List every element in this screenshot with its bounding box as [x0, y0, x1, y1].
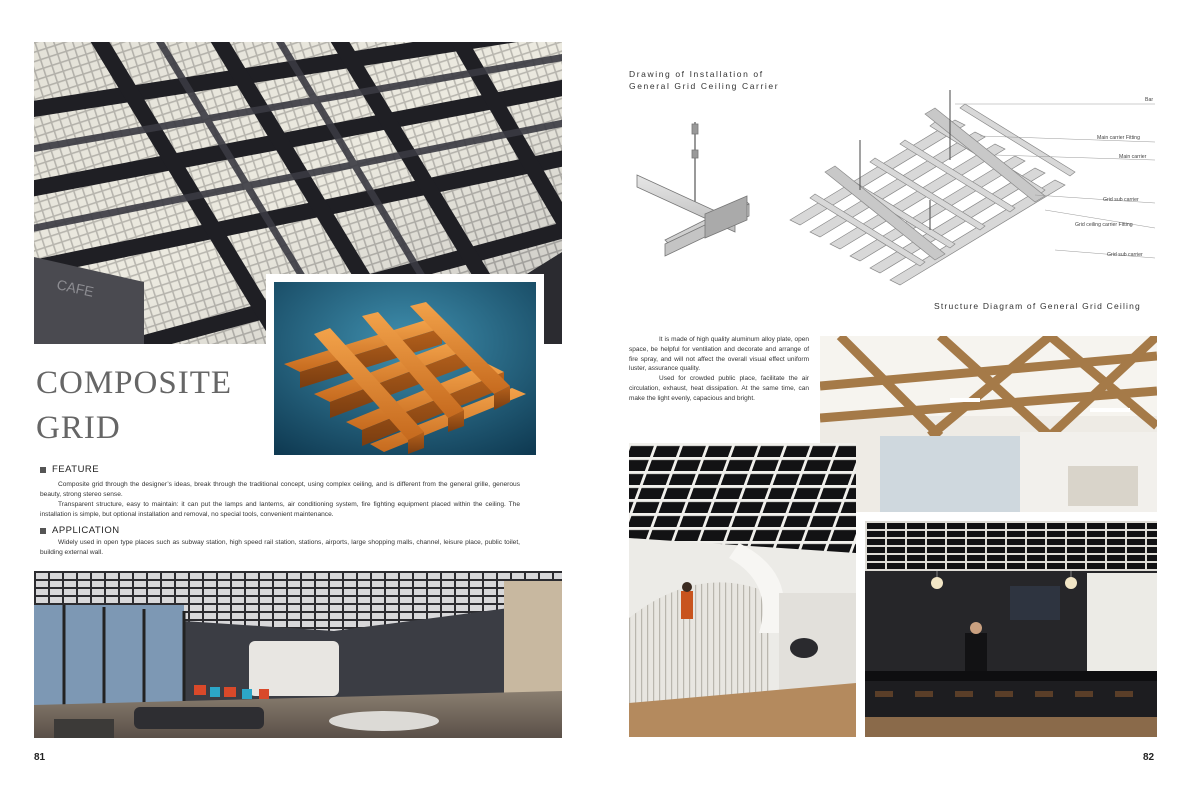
page-number-right: 82 [1143, 752, 1155, 763]
wooden-grid-product-photo [274, 282, 536, 455]
description-paragraph-1: It is made of high quality aluminum alloy plate, open space, be helpful for ventilation and decorate and arrange of fire spray, and will not affect the overall visual effect uniform luster, assurance quality. [629, 336, 809, 373]
callout-main-carrier: Main carrier [1119, 154, 1147, 160]
carrier-installation-detail [637, 122, 749, 256]
dark-dining-photo [865, 521, 1157, 737]
callout-main-carrier-fitting: Main carrier Fitting [1097, 135, 1140, 141]
square-bullet-icon [40, 528, 46, 534]
installation-drawing-title-line-2: General Grid Ceiling Carrier [629, 81, 780, 91]
feature-paragraph-1: Composite grid through the designer’s ideas, break through the traditional concept, using complex ceiling, and is different from the general grille, generous beauty, strong stereo sense. [40, 481, 520, 498]
feature-heading [40, 464, 99, 475]
square-bullet-icon [40, 467, 46, 473]
description-paragraph-2: Used for crowded public place, facilitate the air circulation, exhaust, heat dissipation. At the same time, can make the light evenly, capacious and bright. [629, 375, 809, 402]
callout-bar: Bar [1145, 97, 1154, 103]
feature-paragraph-2: Transparent structure, easy to maintain: it can put the lamps and lanterns, air conditioning system, fire fighting equipment placed within the ceiling. The installation is simple, but optional installation and removal, no special tools, convenient maintenance. [40, 501, 520, 518]
page-title-line-1: COMPOSITE [36, 365, 233, 401]
page-number-left: 81 [34, 752, 46, 763]
callout-grid-ceiling-carrier-fitting: Grid ceiling carrier Fitting [1075, 222, 1133, 228]
callout-grid-sub-carrier-2: Grid sub carrier [1107, 252, 1143, 258]
page-title-line-2: GRID [36, 410, 121, 446]
application-heading [40, 525, 120, 536]
spiral-stair-photo [629, 443, 856, 737]
grid-ceiling-isometric [790, 104, 1075, 285]
application-heading-label: APPLICATION [52, 525, 120, 536]
office-wood-grid-photo [820, 336, 1157, 512]
callout-grid-sub-carrier: Grid sub carrier [1103, 197, 1139, 203]
application-paragraph: Widely used in open type places such as subway station, high speed rail station, stations, airports, large shopping malls, channel, leisure place, public toilet, building external wall. [40, 539, 520, 556]
lobby-interior-photo [34, 571, 562, 738]
description-text [629, 335, 809, 404]
feature-heading-label: FEATURE [52, 464, 100, 475]
structure-diagram-title: Structure Diagram of General Grid Ceiling [934, 301, 1141, 311]
svg-text:CAFE: CAFE [55, 276, 96, 300]
installation-drawing-title-line-1: Drawing of Installation of [629, 69, 764, 79]
grid-ceiling-technical-drawing [625, 80, 1165, 305]
